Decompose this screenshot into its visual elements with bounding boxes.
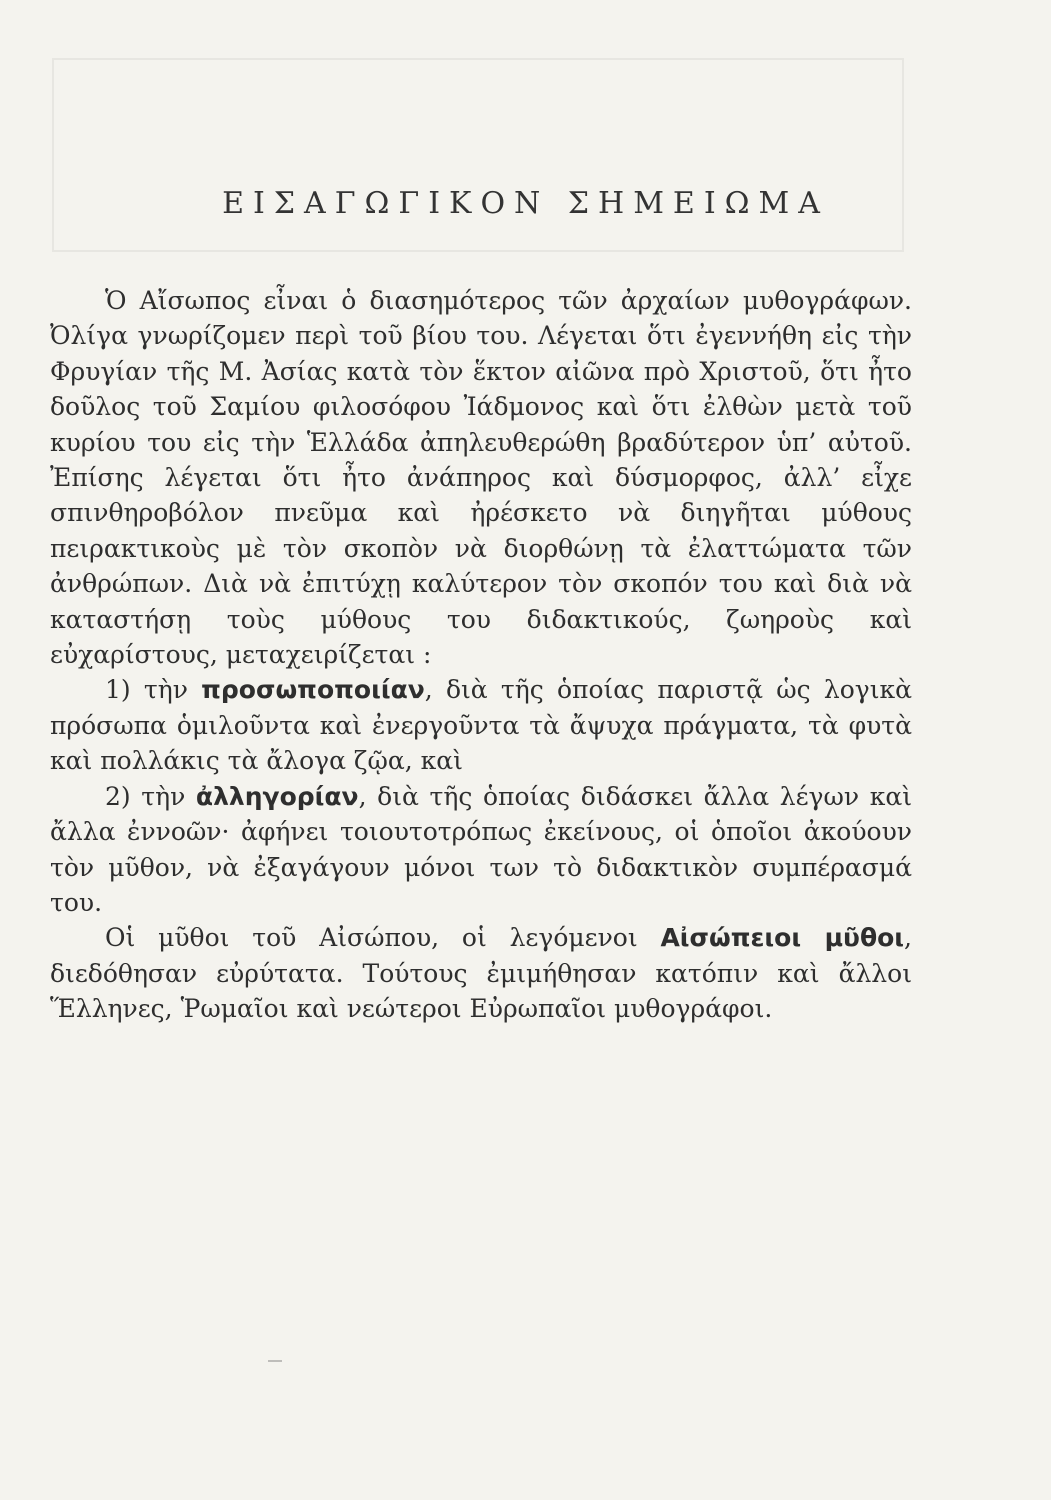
allegory-description: , διὰ τῆς ὁποίας διδάσκει ἄλλα λέγων καὶ ἄλλα ἐννοῶν· ἀφήνει τοιουτοτρόπως ἐκείνους, οἱ ὁποῖοι ἀκούουν τὸν μῦθον, νὰ ἐξαγάγουν μόνοι των τὸ διδακτικὸν συμπέρασμά του.	[50, 781, 913, 917]
list-number-1: 1) τὴν	[105, 675, 202, 705]
bleed-through-frame	[52, 58, 904, 252]
paragraph-allegory	[50, 779, 912, 921]
term-personification: προσωποποιίαν	[201, 675, 425, 705]
paragraph-personification	[50, 672, 912, 778]
paragraph-intro: Ὁ Αἴσωπος εἶναι ὁ διασημότερος τῶν ἀρχαίων μυθογράφων. Ὀλίγα γνωρίζομεν περὶ τοῦ βίου του. Λέγεται ὅτι ἐγεννήθη εἰς τὴν Φρυγίαν τῆς Μ. Ἀσίας κατὰ τὸν ἕκτον αἰῶνα πρὸ Χριστοῦ, ὅτι ἦτο δοῦλος τοῦ Σαμίου φιλοσόφου Ἰάδμονος καὶ ὅτι ἐλθὼν μετὰ τοῦ κυρίου του εἰς τὴν Ἑλλάδα ἀπηλευθερώθη βραδύτερον ὑπ’ αὐτοῦ. Ἐπίσης λέγεται ὅτι ἦτο ἀνάπηρος καὶ δύσμορφος, ἀλλ’ εἶχε σπινθηροβόλον πνεῦμα καὶ ἠρέσκετο νὰ διηγῆται μύθους πειρακτικοὺς μὲ τὸν σκοπὸν νὰ διορθώνῃ τὰ ἐλαττώματα τῶν ἀνθρώπων. Διὰ νὰ ἐπιτύχῃ καλύτερον τὸν σκοπόν του καὶ διὰ νὰ καταστήσῃ τοὺς μύθους του διδακτικούς, ζωηροὺς καὶ εὐχαρίστους, μεταχειρίζεται :	[50, 286, 912, 670]
personification-description: , διὰ τῆς ὁποίας παριστᾷ ὡς λογικὰ πρόσωπα ὁμιλοῦντα καὶ ἐνεργοῦντα τὰ ἄψυχα πράγματα, τὰ φυτὰ καὶ πολλάκις τὰ ἄλογα ζῷα, καὶ	[50, 675, 912, 776]
paragraph-aesopic-fables	[50, 920, 912, 1026]
fables-lead: Οἱ μῦθοι τοῦ Αἰσώπου, οἱ λεγόμενοι	[105, 923, 661, 953]
term-aesopic-fables: Αἰσώπειοι μῦθοι	[660, 923, 905, 953]
body-text	[50, 283, 912, 1027]
page-title: ΕΙΣΑΓΩΓΙΚΟΝ ΣΗΜΕΙΩΜΑ	[222, 186, 829, 221]
stray-mark	[268, 1360, 282, 1362]
list-number-2: 2) τὴν	[105, 781, 196, 811]
term-allegory: ἀλληγορίαν	[195, 781, 359, 811]
fables-description: , διεδόθησαν εὐρύτατα. Τούτους ἐμιμήθησαν κατόπιν καὶ ἄλλοι Ἕλληνες, Ῥωμαῖοι καὶ νεώτεροι Εὐρωπαῖοι μυθογράφοι.	[50, 923, 912, 1024]
